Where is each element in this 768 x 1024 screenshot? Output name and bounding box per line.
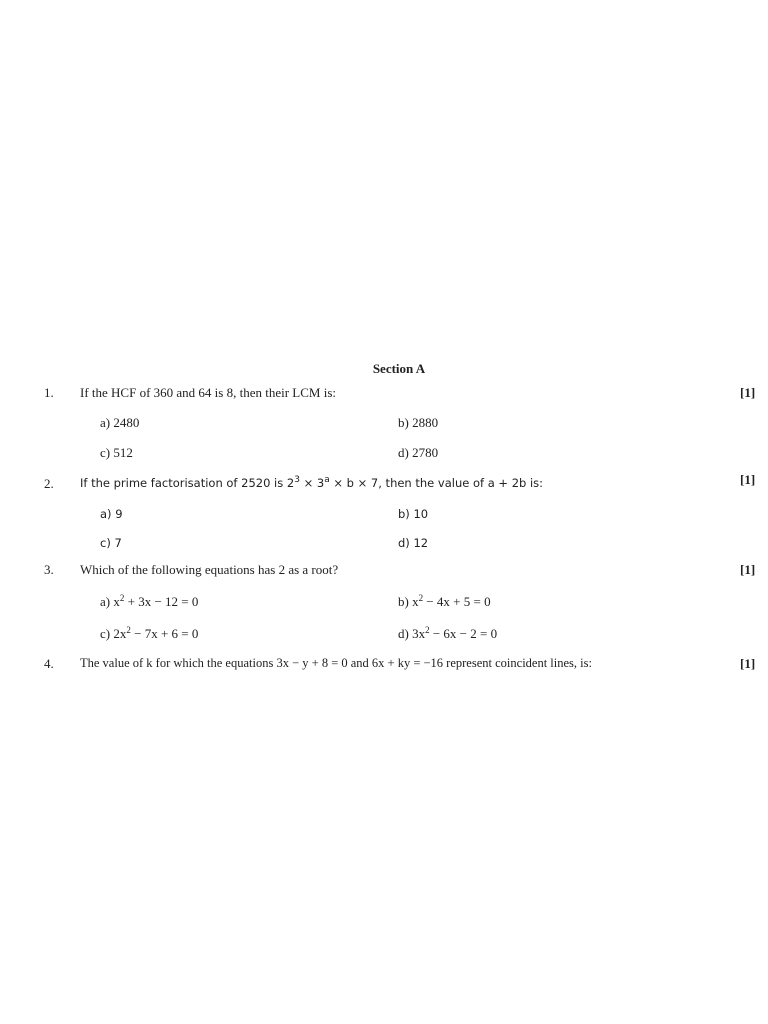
question-text: If the HCF of 360 and 64 is 8, then their LCM is: xyxy=(80,385,337,400)
option-text: 512 xyxy=(113,445,133,460)
option-c[interactable] xyxy=(100,536,122,550)
option-label: a) xyxy=(100,415,111,430)
equation xyxy=(412,626,497,641)
option-d[interactable] xyxy=(398,626,497,642)
option-label: c) xyxy=(100,445,111,460)
option-label: a) xyxy=(100,507,112,521)
question-number: 2. xyxy=(44,476,54,491)
marks-badge: [1] xyxy=(740,562,756,577)
option-label: b) xyxy=(398,507,410,521)
option-text: 2880 xyxy=(412,415,439,430)
option-a[interactable] xyxy=(100,594,198,610)
marks-badge: [1] xyxy=(740,472,756,487)
question-text-suffix: × b × 7, then the value of a + 2b is: xyxy=(329,476,544,490)
question-number: 3. xyxy=(44,562,54,577)
equation-term: 2x xyxy=(113,626,127,641)
option-b[interactable] xyxy=(398,415,438,431)
equation-rest: − 4x + 5 = 0 xyxy=(423,594,491,609)
option-text: 9 xyxy=(115,507,123,521)
exponent: 3 xyxy=(294,475,300,485)
question-number: 4. xyxy=(44,656,54,671)
question-text-prefix: If the prime factorisation of 2520 is 2 xyxy=(80,476,295,490)
option-label: b) xyxy=(398,594,409,609)
equation-term: x xyxy=(113,594,120,609)
option-label: d) xyxy=(398,626,409,641)
equation-rest: + 3x − 12 = 0 xyxy=(124,594,199,609)
equation-term: x xyxy=(412,594,419,609)
option-d[interactable] xyxy=(398,445,438,461)
equation xyxy=(113,626,198,641)
equation xyxy=(412,594,491,609)
option-text: 2480 xyxy=(113,415,140,430)
option-label: c) xyxy=(100,626,111,641)
equation-rest: − 6x − 2 = 0 xyxy=(429,626,498,641)
option-d[interactable] xyxy=(398,536,428,550)
option-label: a) xyxy=(100,594,111,609)
marks-badge: [1] xyxy=(740,385,756,400)
exponent: 2 xyxy=(425,625,430,635)
option-b[interactable] xyxy=(398,507,428,521)
exponent: 2 xyxy=(418,593,424,603)
option-a[interactable] xyxy=(100,507,123,521)
marks-badge: [1] xyxy=(740,656,756,671)
option-b[interactable] xyxy=(398,594,491,610)
question-text: Which of the following equations has 2 as a root? xyxy=(80,562,339,577)
option-label: d) xyxy=(398,536,410,550)
question-number: 1. xyxy=(44,385,54,400)
question-text-mid: × 3 xyxy=(299,476,325,490)
option-text: 12 xyxy=(413,536,429,550)
exponent: 2 xyxy=(126,625,131,635)
exponent: a xyxy=(324,475,330,485)
option-label: d) xyxy=(398,445,409,460)
equation-term: 3x xyxy=(412,626,426,641)
option-text: 10 xyxy=(413,507,429,521)
option-label: c) xyxy=(100,536,111,550)
equation-rest: − 7x + 6 = 0 xyxy=(130,626,199,641)
question-text: The value of k for which the equations 3x − y + 8 = 0 and 6x + ky = −16 represent coincident lines, is: xyxy=(80,656,592,670)
question-text xyxy=(80,476,543,490)
option-c[interactable] xyxy=(100,445,133,461)
option-text: 2780 xyxy=(412,445,439,460)
option-text: 7 xyxy=(114,536,122,550)
section-title: Section A xyxy=(372,361,426,376)
option-a[interactable] xyxy=(100,415,139,431)
option-label: b) xyxy=(398,415,409,430)
equation xyxy=(113,594,198,609)
option-c[interactable] xyxy=(100,626,198,642)
exponent: 2 xyxy=(119,593,125,603)
